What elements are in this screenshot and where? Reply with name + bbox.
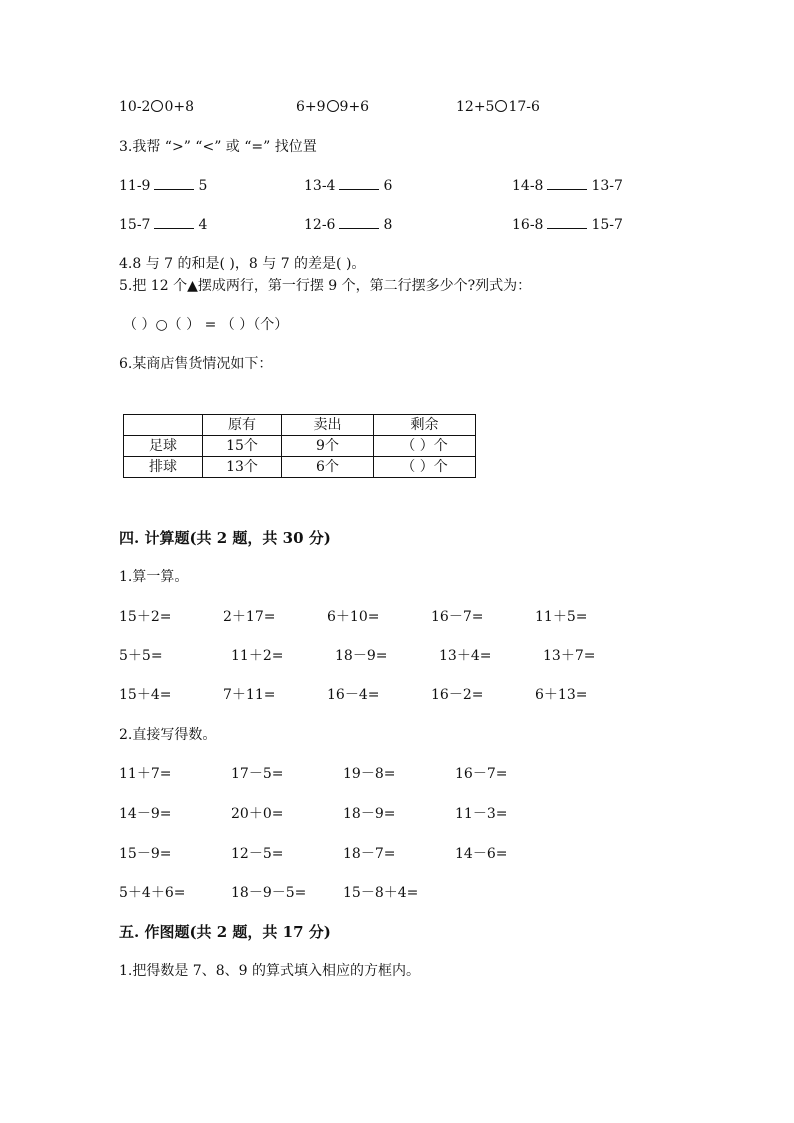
- table-answer-cell[interactable]: （ ）个: [374, 457, 476, 478]
- sales-table: [123, 414, 476, 478]
- problem: 15＋2=: [119, 609, 172, 625]
- q5-formula[interactable]: （ ）○（ ） = （ ）（个）: [123, 317, 289, 333]
- problem: 14－9=: [119, 806, 172, 822]
- q6-title: 6.某商店售货情况如下：: [119, 356, 273, 372]
- problem: 13＋4=: [439, 648, 492, 664]
- q3-title: 3.我帮 “>” “<” 或 “=” 找位置: [119, 139, 317, 155]
- q3-item: 11-9 5: [119, 178, 208, 194]
- problem: 17－5=: [231, 766, 284, 782]
- section-heading: 五. 作图题(共 2 题，共 17 分): [119, 923, 331, 941]
- compare-item-2: [296, 98, 369, 116]
- table-header-row: [124, 415, 476, 436]
- answer-blank[interactable]: [339, 216, 379, 229]
- question-title: 1.算一算。: [119, 569, 189, 585]
- expression-left: 6+9: [296, 99, 326, 115]
- problem: 15＋4=: [119, 687, 172, 703]
- table-cell: 排球: [124, 457, 203, 478]
- problem: 18－9=: [343, 806, 396, 822]
- problem: 16－7=: [431, 609, 484, 625]
- compare-circle-icon[interactable]: [327, 100, 339, 112]
- answer-blank[interactable]: [154, 177, 194, 190]
- problem: 6＋10=: [327, 609, 380, 625]
- expression-right: 9+6: [339, 99, 370, 115]
- table-cell: 6个: [282, 457, 374, 478]
- problem: 11＋7=: [119, 766, 172, 782]
- answer-blank[interactable]: [547, 177, 587, 190]
- answer-blank[interactable]: [154, 216, 194, 229]
- problem: 5＋5=: [119, 648, 163, 664]
- compare-circle-icon[interactable]: [151, 100, 163, 112]
- problem: 2＋17=: [223, 609, 276, 625]
- problem: 5＋4＋6=: [119, 885, 186, 901]
- problem: 20＋0=: [231, 806, 284, 822]
- problem: 18－9=: [335, 648, 388, 664]
- table-row: [124, 436, 476, 457]
- table-header-cell: [124, 415, 203, 436]
- problem: 7＋11=: [223, 687, 276, 703]
- section-heading: 四. 计算题(共 2 题，共 30 分): [119, 529, 331, 547]
- q3-item: 14-8 13-7: [512, 178, 623, 194]
- q3-item: 16-8 15-7: [512, 217, 623, 233]
- q3-item: 15-7 4: [119, 217, 208, 233]
- problem: 6＋13=: [535, 687, 588, 703]
- problem: 18－7=: [343, 846, 396, 862]
- table-cell: 足球: [124, 436, 203, 457]
- problem: 13＋7=: [543, 648, 596, 664]
- problem: 19－8=: [343, 766, 396, 782]
- answer-blank[interactable]: [339, 177, 379, 190]
- problem: 16－4=: [327, 687, 380, 703]
- q4-text: 4.8 与 7 的和是( )，8 与 7 的差是( )。: [119, 256, 366, 272]
- expression-right: 0+8: [164, 99, 194, 115]
- problem: 14－6=: [455, 846, 508, 862]
- answer-blank[interactable]: [547, 216, 587, 229]
- problem: 18－9－5=: [231, 885, 307, 901]
- problem: 11＋2=: [231, 648, 284, 664]
- compare-item-3: [456, 98, 540, 116]
- compare-circle-icon[interactable]: [495, 100, 507, 112]
- question-title: 1.把得数是 7、8、9 的算式填入相应的方框内。: [119, 963, 420, 979]
- problem: 15－9=: [119, 846, 172, 862]
- expression-left: 10-2: [119, 99, 151, 115]
- table-cell: 9个: [282, 436, 374, 457]
- problem: 11＋5=: [535, 609, 588, 625]
- problem: 15－8＋4=: [343, 885, 419, 901]
- table-header-cell: 卖出: [282, 415, 374, 436]
- problem: 12－5=: [231, 846, 284, 862]
- table-cell: 15个: [203, 436, 282, 457]
- problem: 16－7=: [455, 766, 508, 782]
- table-header-cell: 原有: [203, 415, 282, 436]
- table-header-cell: 剩余: [374, 415, 476, 436]
- question-title: 2.直接写得数。: [119, 727, 217, 743]
- table-row: [124, 457, 476, 478]
- q5-title: 5.把 12 个▲摆成两行，第一行摆 9 个，第二行摆多少个?列式为：: [119, 278, 532, 294]
- compare-item-1: [119, 98, 194, 116]
- expression-left: 12+5: [456, 99, 495, 115]
- problem: 11－3=: [455, 806, 508, 822]
- problem: 16－2=: [431, 687, 484, 703]
- expression-right: 17-6: [508, 99, 540, 115]
- q3-item: 12-6 8: [304, 217, 393, 233]
- table-cell: 13个: [203, 457, 282, 478]
- q3-item: 13-4 6: [304, 178, 393, 194]
- table-answer-cell[interactable]: （ ）个: [374, 436, 476, 457]
